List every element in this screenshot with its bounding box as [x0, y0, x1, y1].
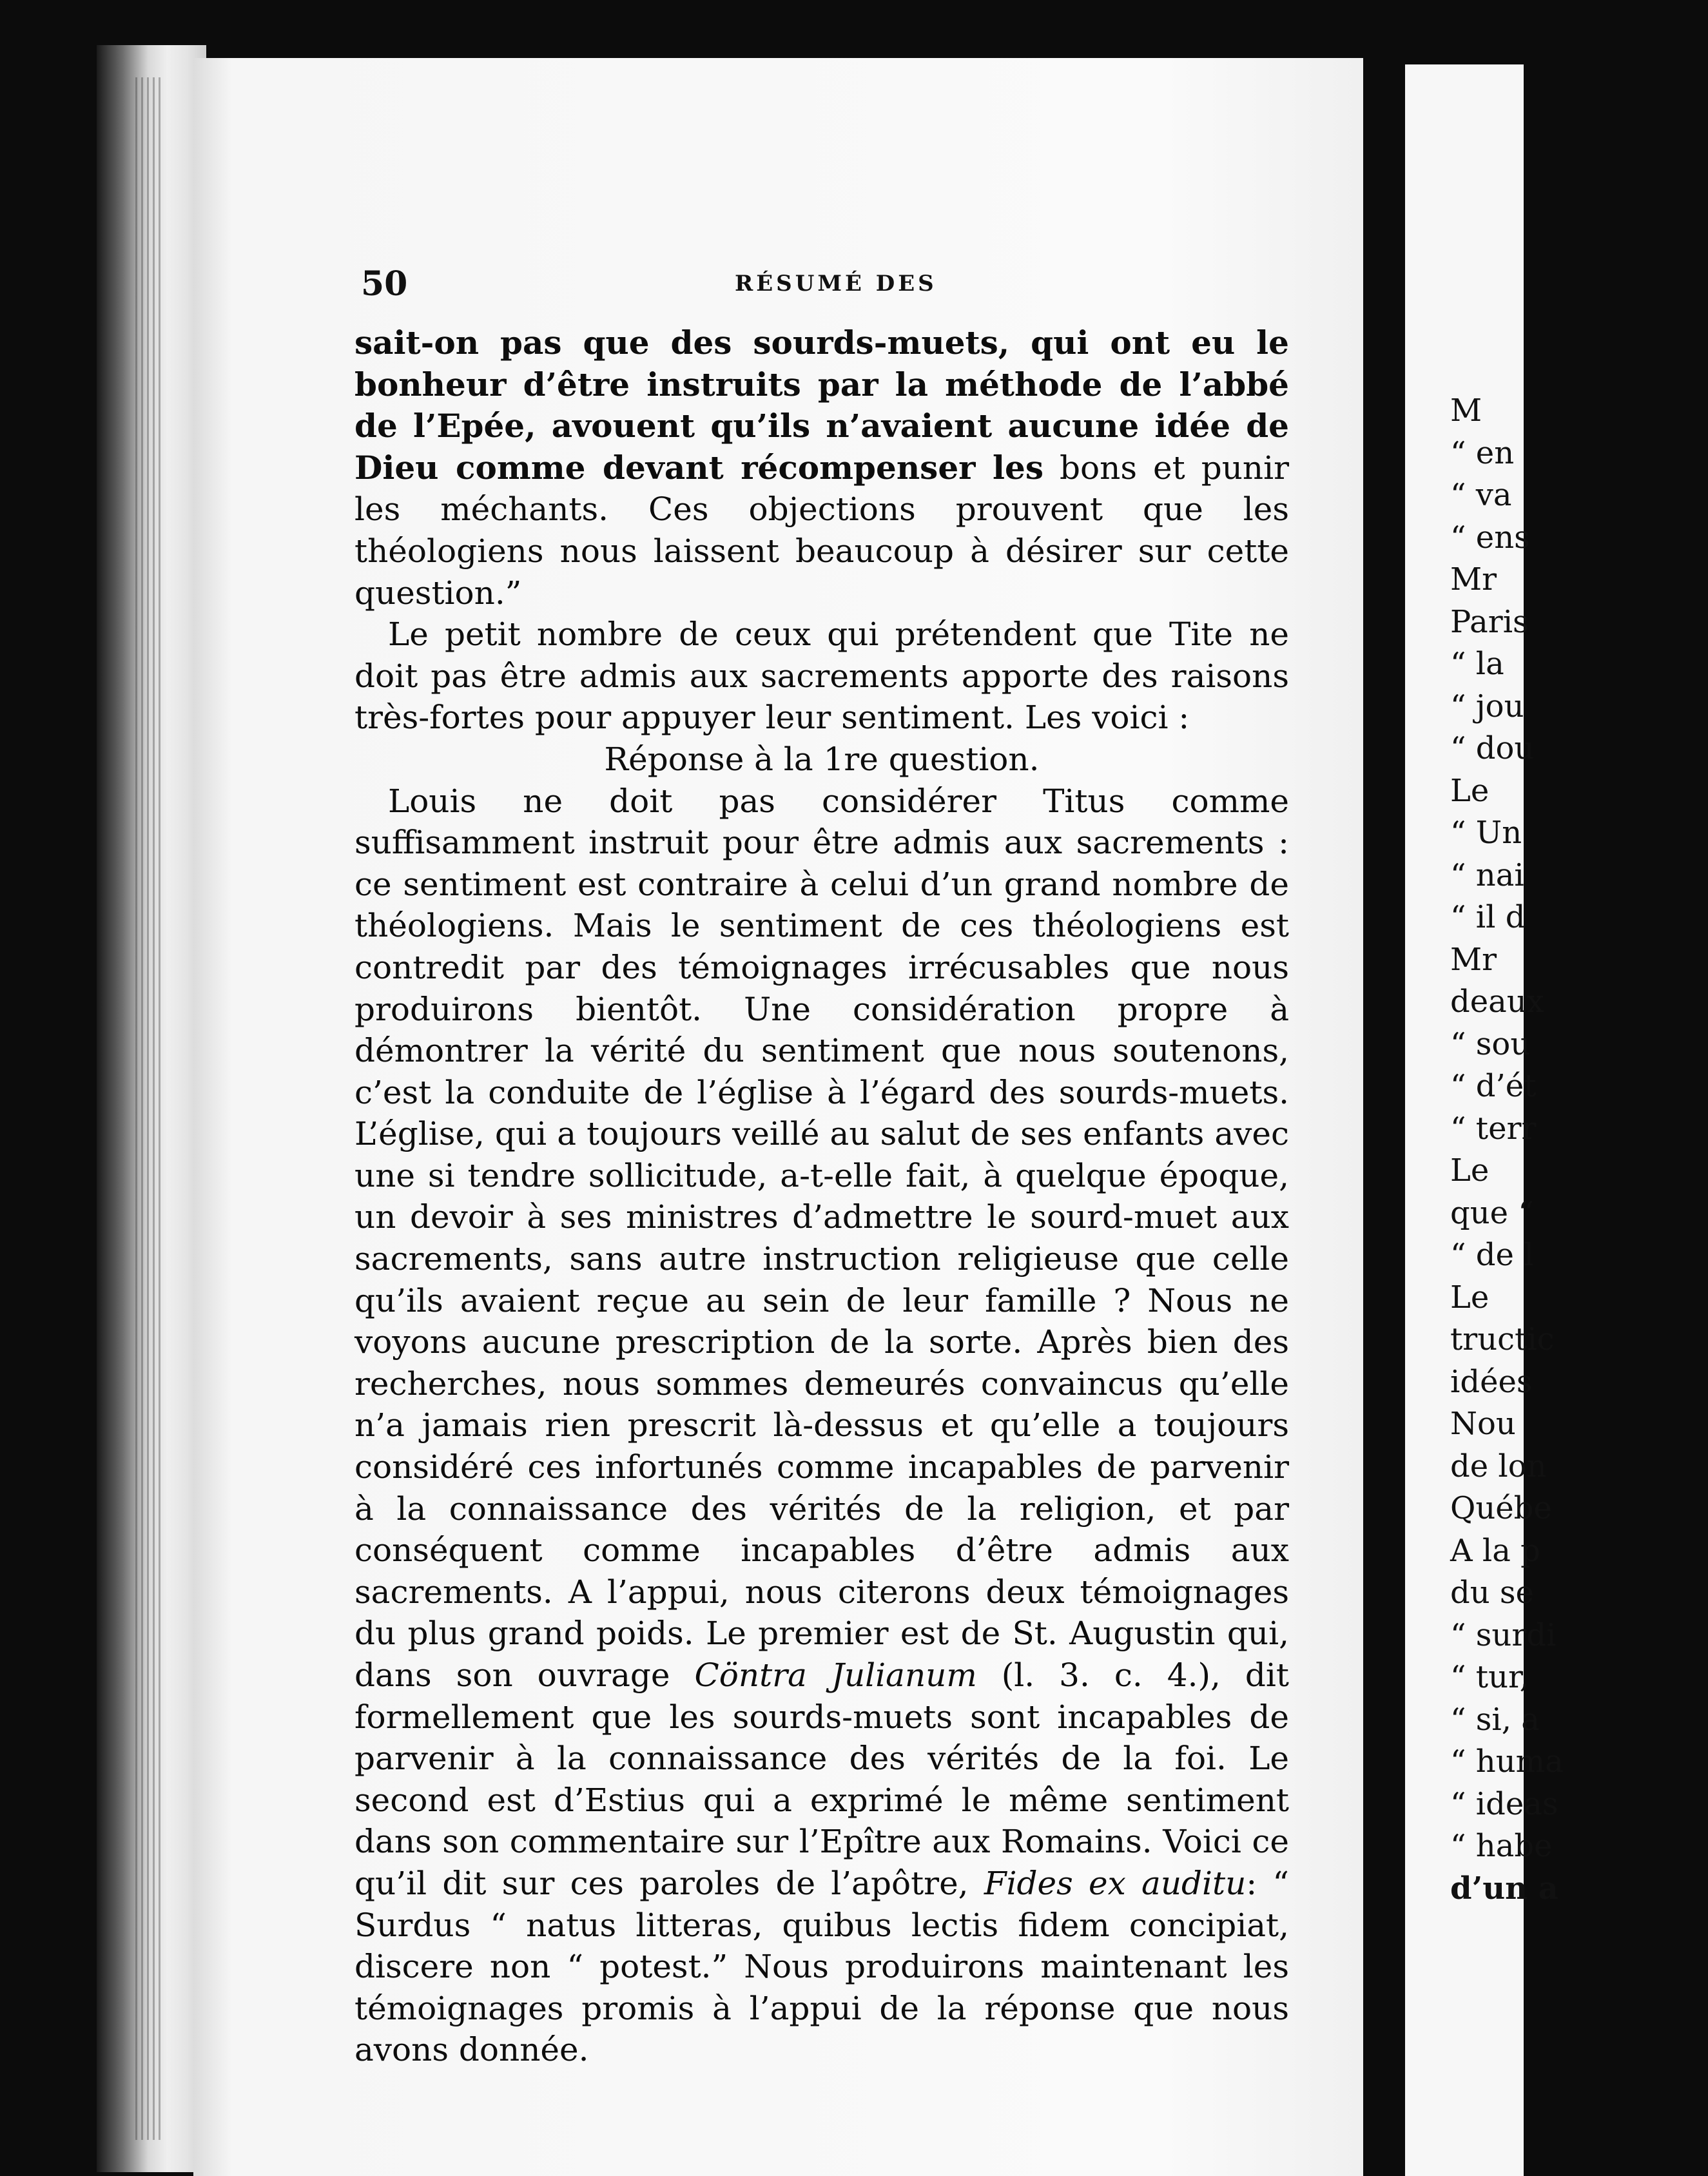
right-page-line: “ il d: [1450, 899, 1526, 935]
right-page-line: Le: [1450, 1152, 1490, 1189]
right-page-line: “ surdi: [1450, 1617, 1557, 1653]
paragraph-2: Le petit nombre de ceux qui prétendent que Tite ne doit pas être admis aux sacrements apporte des raisons très-fortes pour appuyer leur sentiment. Les voici :: [354, 616, 1289, 737]
right-page-line: “ va: [1450, 477, 1512, 513]
running-title: RÉSUMÉ DES: [735, 271, 937, 296]
right-page-line: M: [1450, 393, 1482, 429]
right-page-line: “ Un: [1450, 815, 1522, 851]
right-page-line: “ ens: [1450, 519, 1530, 556]
right-page-line: Nou: [1450, 1406, 1516, 1442]
right-page-line: Mr: [1450, 941, 1497, 978]
paragraph-3-part-c: : “ Surdus “ natus litteras, quibus lectis fidem concipiat, discere non “ potest.” Nous produirons maintenant les témoignages promis à l’appui de la réponse que nous avons donnée.: [354, 1864, 1289, 2069]
right-page-line: “ d’ét: [1450, 1068, 1537, 1104]
right-page-line: “ dou: [1450, 730, 1535, 766]
body-text: [354, 322, 1289, 2071]
right-page-line: A la p: [1450, 1532, 1540, 1569]
paragraph-3-part-b: (l. 3. c. 4.), dit formellement que les sourds-muets sont incapables de parvenir à la connaissance des vérités de la foi. Le second est d’Estius qui a exprimé le même sentiment dans son commentaire sur l’Epître aux Romains. Voici ce qu’il dit sur ces paroles de l’apôtre,: [354, 1656, 1289, 1902]
page-edge-lines: [135, 77, 161, 2140]
running-head: [361, 264, 1283, 303]
right-page-line: “ terr: [1450, 1110, 1537, 1147]
right-page-line: du se: [1450, 1575, 1534, 1611]
right-page-lines: [1450, 390, 1708, 1910]
right-page-line: “ huma: [1450, 1744, 1564, 1780]
right-page-line: idées: [1450, 1363, 1533, 1400]
right-page-line: tructic: [1450, 1321, 1555, 1357]
right-page-line: que “: [1450, 1194, 1534, 1231]
right-page-line: “ nai: [1450, 857, 1524, 893]
paragraph-3-part-a: Louis ne doit pas considérer Titus comme suffisamment instruit pour être admis aux sacrements : ce sentiment est contraire à celui d’un grand nombre de théologiens. Mais le sentiment de ces théologiens est contredit par des témoignages irrécusables que nous produirons bientôt. Une considération propre à démontrer la vérité du sentiment que nous soutenons, c’est la conduite de l’église à l’égard des sourds-muets. L’église, qui a toujours veillé au salut de ses enfants avec une si tendre sollicitude, a-t-elle fait, à quelque époque, un devoir à ses ministres d’admettre le sourd-muet aux sacrements, sans autre instruction religieuse que celle qu’ils avaient reçue au sein de leur famille ? Nous ne voyons aucune prescription de la sorte. Après bien des recherches, nous sommes demeurés convaincus qu’elle n’a jamais rien prescrit là-dessus et qu’elle a toujours considéré ces infortunés comme incapables de parvenir à la connaissance des vérités de la religion, et par conséquent comme incapables d’être admis aux sacrements. A l’appui, nous citerons deux témoignages du plus grand poids. Le premier est de St. Augustin qui, dans son ouvrage: [354, 782, 1289, 1694]
right-page-line: “ en: [1450, 434, 1515, 471]
paragraph-1-rest: bons et punir les méchants. Ces objections prouvent que les théologiens nous laissent beaucoup à désirer sur cette question.”: [354, 449, 1289, 612]
right-page-line: “ sou: [1450, 1025, 1531, 1062]
paragraph-3: [354, 781, 1289, 2071]
right-page-line: Mr: [1450, 561, 1497, 597]
right-page-line: “ la: [1450, 646, 1504, 682]
right-page-partial: [1405, 64, 1564, 2176]
right-page-line: deaux: [1450, 984, 1544, 1020]
right-page-line: Le: [1450, 1279, 1490, 1316]
section-heading: Réponse à la 1re question.: [604, 740, 1040, 778]
paragraph-1: [354, 322, 1289, 614]
right-page-line: “ habe: [1450, 1828, 1553, 1864]
right-page-line: “ de l: [1450, 1237, 1534, 1273]
paragraph-1-bold-opening: sait-on pas que des sourds-muets, qui ont eu le bonheur d’être instruits par la méthode de l’abbé de l’Epée, avouent qu’ils n’avaient aucune idée de Dieu comme devant récompenser les: [354, 324, 1289, 487]
right-page-line: Québe: [1450, 1490, 1552, 1526]
italic-latin-quote: Fides ex auditu: [984, 1864, 1247, 1902]
page-number: 50: [361, 264, 408, 304]
right-page-line: “ ideas: [1450, 1785, 1558, 1822]
right-page-line: Paris: [1450, 603, 1529, 640]
right-page-line: Le: [1450, 772, 1490, 809]
right-page-line: “ tur,: [1450, 1659, 1529, 1695]
right-page-line: “ si, a: [1450, 1701, 1540, 1738]
italic-work-title: Cöntra Julianum: [694, 1656, 977, 1694]
right-page-line: de lon: [1450, 1448, 1547, 1484]
right-page-line: “ jou: [1450, 688, 1524, 724]
right-page-line: d’un a: [1450, 1870, 1558, 1907]
